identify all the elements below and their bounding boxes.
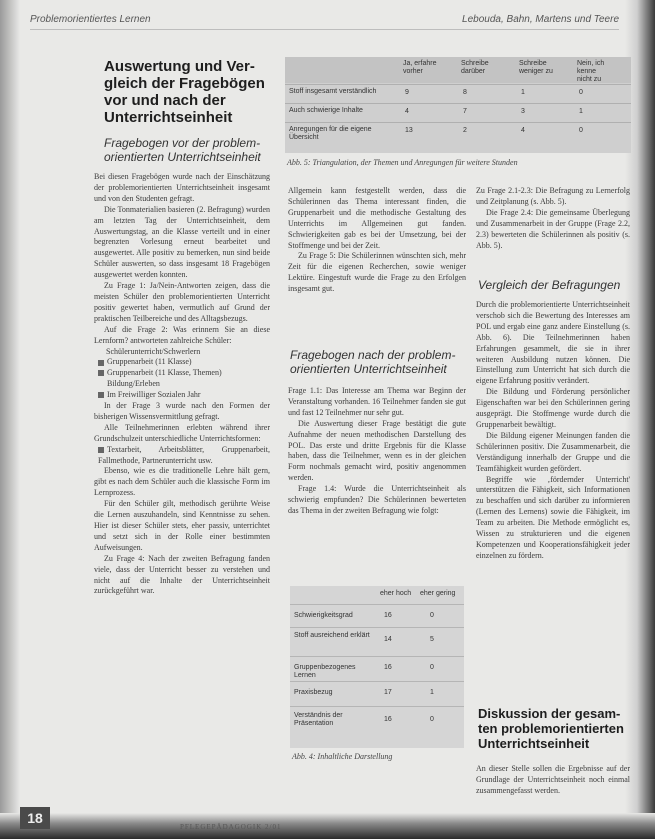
table-header-cell: Ja, erfahre vorher: [403, 60, 437, 75]
figure-caption-4: Abb. 4: Inhaltliche Darstellung: [292, 752, 393, 761]
subheading-line: Fragebogen nach der problem-: [290, 348, 456, 362]
paragraph: Auf die Frage 2: Was erinnern Sie an diese Lernform? antworteten zahlreiche Schüler:: [94, 324, 270, 345]
cell-value: 16: [384, 612, 392, 619]
table-row: [290, 656, 464, 681]
bullet-icon: [98, 392, 104, 398]
table-header-cell: Nein, ich kenne nicht zu: [577, 60, 605, 83]
paragraph: Bei diesen Fragebögen wurde nach der Einschätzung der problemorientierten Unterrichtseinheit insgesamt und von den Studenten gefragt.: [94, 172, 270, 203]
cell-value: 16: [384, 716, 392, 723]
cell-value: 13: [405, 127, 413, 134]
cell-value: 17: [384, 689, 392, 696]
paragraph: An dieser Stelle sollen die Ergebnisse auf der Grundlage der Unterrichtseinheit noch einmal zusammengefasst werden.: [476, 764, 630, 795]
cell-value: 4: [405, 108, 409, 115]
paragraph: Zu Frage 4: Nach der zweiten Befragung fanden viele, dass der Unterricht besser zu verstehen und nicht auf die Inhalte der Unterrichtseinheit zurückgeführt war.: [94, 553, 270, 596]
paragraph: Frage 1.4: Wurde die Unterrichtseinheit als schwierig empfunden? Die Schülerinnen bewerteten das Thema in der zweiten Befragung wie folgt:: [288, 484, 466, 515]
cell-value: 8: [463, 89, 467, 96]
section-heading-auswertung: [104, 58, 265, 126]
cell-value: 1: [521, 89, 525, 96]
subheading-line: orientierten Unterrichtseinheit: [104, 150, 261, 164]
cell-value: 5: [430, 636, 434, 643]
bullet-icon: [98, 447, 104, 453]
page-number: 18: [20, 807, 50, 829]
cell-value: 1: [430, 689, 434, 696]
row-label: Verständnis der Präsentation: [294, 712, 343, 727]
paragraph: Die Frage 2.4: Die gemeinsame Überlegung und Zusammenarbeit in der Gruppe (Frage 2.2, 2.3) bewerteten die Schülerinnen als positiv (s. Abb. 5).: [476, 207, 630, 250]
paragraph: Die Bildung und Förderung persönlicher Eigenschaften war bei den Schülerinnen gering ausgeprägt. Die Stoffmenge wurde durch die Gruppenarbeit bewältigt.: [476, 387, 630, 429]
subheading-line: Fragebogen vor der problem-: [104, 136, 261, 150]
list-item: Schülerunterricht/Schwerlern: [106, 346, 201, 356]
body-column-3-upper: [476, 186, 630, 251]
table-row: [285, 122, 631, 149]
row-label: Schwierigkeitsgrad: [294, 612, 353, 619]
row-label: Anregungen für die eigene Übersicht: [289, 126, 372, 141]
paragraph: Ebenso, wie es die traditionelle Lehre hält gern, gibt es nach dem Schüler auch die klassische Form im Lernprozess.: [94, 466, 270, 498]
subheading-after: [290, 348, 455, 376]
row-label: Stoff insgesamt verständlich: [289, 88, 377, 95]
table-ratings: [285, 57, 631, 153]
heading-line: vor und nach der: [104, 92, 226, 109]
bullet-icon: [98, 370, 104, 376]
body-column-3-middle: [476, 300, 630, 562]
list-item: Im Freiwilliger Sozialen Jahr: [107, 390, 201, 400]
cell-value: 3: [521, 108, 525, 115]
list-item: Textarbeit, Arbeitsblätter, Gruppenarbeit, Fallmethode, Partnerunterricht usw.: [98, 444, 270, 465]
table-assessment: [290, 586, 464, 748]
cell-value: 4: [521, 127, 525, 134]
list-item: Gruppenarbeit (11 Klasse): [107, 357, 192, 367]
subheading-vergleich: Vergleich der Befragungen: [478, 278, 621, 292]
cell-value: 7: [463, 108, 467, 115]
body-column-2-upper: [288, 186, 466, 295]
row-label: Stoff ausreichend erklärt: [294, 632, 370, 639]
cell-value: 0: [430, 716, 434, 723]
running-header-left: Problemorientiertes Lernen: [30, 14, 151, 25]
heading-line: Auswertung und Ver-: [104, 58, 255, 75]
cell-value: 0: [579, 89, 583, 96]
table-row: [290, 706, 464, 737]
cell-value: 0: [579, 127, 583, 134]
table-row: [285, 103, 631, 122]
table-header-cell: Schreibe darüber: [461, 60, 489, 75]
paragraph: Zu Frage 1: Ja/Nein-Antworten zeigen, dass die meisten Schüler den problemorientierten Unterricht positiv gewertet haben, vermutlich auf Grund der praktischen Teilbereiche und des Alltagsbezugs.: [94, 281, 270, 323]
table-header-cell: eher hoch: [380, 590, 412, 597]
heading-line: Unterrichtseinheit: [478, 736, 590, 751]
paragraph: Durch die problemorientierte Unterrichtseinheit verschob sich die Bewertung des Interesses am POL und ergab eine ganz andere Einstellung (s. Abb. 6). Die Teilnehmerinnen haben Erfahrungen gesammelt, die sie in ihrer weiteren Ausbildung nutzen können. Die Einstellung zum Unterricht hat sich durch die eigene Erfahrung positiv verändert.: [476, 300, 630, 386]
cell-value: 0: [430, 612, 434, 619]
paragraph: Zu Frage 5: Die Schülerinnen wünschten sich, mehr Zeit für die eigenen Recherchen, sowie weniger Lektüre. Eingestuft wurde die Frage zu den Erfolgen insgesamt gut.: [288, 251, 466, 294]
running-header-right: Lebouda, Bahn, Martens und Teere: [462, 14, 619, 25]
body-column-2-lower: [288, 386, 466, 517]
page-shadow-bottom: [0, 813, 655, 839]
paragraph: Allgemein kann festgestellt werden, dass die Schülerinnen das Thema interessant finden, die Gruppenarbeit und die methodische Gestaltung des Unterrichts im Allgemeinen gut fanden. Schwierigkeiten gab es bei der Umsetzung, bei der Stoffmenge und bei der Zeit.: [288, 186, 466, 250]
paragraph: Die Bildung eigener Meinungen fanden die Schülerinnen positiv. Die Zusammenarbeit, die Verständigung innerhalb der Gruppe und die Teamfähigkeit wurden gefördert.: [476, 430, 630, 473]
paragraph: Die Auswertung dieser Frage bestätigt die gute Aufnahme der neuen methodischen Darstellung des POL. Das erste und dritte Ergebnis für die Klasse haben, dass die Teilnehmer, wenn es in der gleichen Form nochmals gemacht wird, positiv angenommen werden.: [288, 418, 466, 483]
paragraph: Die Tonmaterialien basieren (2. Befragung) wurden am letzten Tag der Unterrichtseinheit, dem Auswertungstag, an die Klasse verteilt und in einer begrenzten Vorlesung erneut bearbeitet und ausgewertet. Alle positiv zu bemerken, nun sind beide Schüler auswerten, so dass insgesamt 18 Fragebögen ausgewertet werden konnten.: [94, 204, 270, 280]
header-rule: [30, 29, 619, 30]
paragraph: Für den Schüler gilt, methodisch gerührte Weise die Lernen auszuhandeln, sind Kenntnisse zu sehen. Hier ist dieser Schüler stets, eher passiv, unterrichtet und setzt sich in der Rolle einer bestimmten Aufweisungen.: [94, 499, 270, 552]
cell-value: 0: [430, 664, 434, 671]
row-label: Auch schwierige Inhalte: [289, 107, 363, 114]
table-header-row: [285, 57, 631, 83]
table-row: [290, 681, 464, 706]
journal-footer: PFLEGEPÄDAGOGIK 2/01: [180, 823, 282, 831]
list-item: Bildung/Erleben: [107, 379, 160, 389]
cell-value: 2: [463, 127, 467, 134]
bullet-icon: [98, 360, 104, 366]
table-row: [290, 627, 464, 656]
table-header-cell: Schreibe weniger zu: [519, 60, 553, 75]
body-column-3-lower: [476, 764, 630, 797]
subheading-line: orientierten Unterrichtseinheit: [290, 362, 447, 376]
table-row: [290, 604, 464, 627]
heading-line: ten problemorientierten: [478, 721, 624, 736]
subheading-before: [104, 136, 261, 164]
table-header-cell: eher gering: [420, 590, 456, 597]
row-label: Gruppenbezogenes Lernen: [294, 664, 356, 679]
paragraph: In der Frage 3 wurde nach den Formen der bisherigen Wissensvermittlung gefragt.: [94, 401, 270, 421]
cell-value: 14: [384, 636, 392, 643]
page-shadow-left: [0, 0, 20, 839]
list-item: Gruppenarbeit (11 Klasse, Themen): [107, 368, 222, 378]
section-heading-diskussion: [478, 706, 624, 751]
paragraph: Alle Teilnehmerinnen erlebten während ihrer Grundschulzeit unterschiedliche Unterrichtsformen:: [94, 422, 270, 443]
cell-value: 1: [579, 108, 583, 115]
paragraph: Begriffe wie ‚fördernder Unterricht' unterstützen die Fähigkeit, sich Informationen zu beschaffen und sich darüber zu informieren (Lernen des Lernens) sowie die Fähigkeit, im Team zu arbeiten. Die Methode ermöglicht es, Wissen zu strukturieren und die eigenen Kompetenzen und Kooperationsfähigkeit jeder einzelnen zu fördern.: [476, 474, 630, 560]
row-label: Praxisbezug: [294, 689, 333, 696]
figure-caption-5: Abb. 5: Triangulation, der Themen und Anregungen für weitere Stunden: [287, 158, 518, 167]
paragraph: Frage 1.1: Das Interesse am Thema war Beginn der Veranstaltung vorhanden. 16 Teilnehmer fanden sie gut und fast 12 Teilnehmer nur sehr gut.: [288, 386, 466, 417]
heading-line: Unterrichtseinheit: [104, 109, 233, 126]
heading-line: gleich der Fragebögen: [104, 75, 265, 92]
heading-line: Diskussion der gesam-: [478, 706, 621, 721]
paragraph: Zu Frage 2.1-2.3: Die Befragung zu Lernerfolg und Zeitplanung (s. Abb. 5).: [476, 186, 630, 206]
table-row: [285, 84, 631, 103]
cell-value: 16: [384, 664, 392, 671]
cell-value: 9: [405, 89, 409, 96]
body-column-1: [94, 172, 270, 597]
